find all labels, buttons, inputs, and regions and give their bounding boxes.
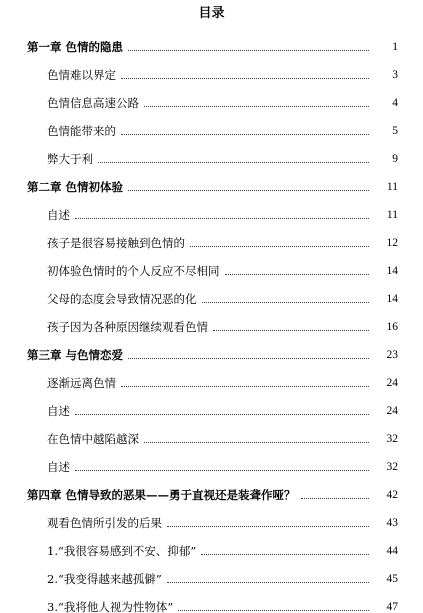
- toc-page-number: 14: [386, 265, 398, 277]
- dot-leader: [144, 442, 369, 443]
- dot-leader: [202, 302, 370, 303]
- toc-entry-text: 逐渐远离色情: [47, 376, 116, 390]
- toc-page-number: 23: [386, 349, 398, 361]
- toc-entry-text: 父母的态度会导致情况恶的化: [47, 292, 197, 306]
- toc-page-number: 16: [386, 321, 398, 333]
- toc-page-number: 11: [386, 209, 398, 221]
- toc-page-number: 3: [392, 69, 398, 81]
- toc-page-number: 1: [392, 41, 398, 53]
- toc-page-number: 42: [386, 489, 398, 501]
- dot-leader: [98, 162, 369, 163]
- toc-section-entry[interactable]: [0, 285, 423, 313]
- toc-page-number: 43: [386, 517, 398, 529]
- toc-section-entry[interactable]: [0, 425, 423, 453]
- toc-entry-text: 色情能带来的: [47, 124, 116, 138]
- toc-section-entry[interactable]: [0, 89, 423, 117]
- toc-page-number: 4: [392, 97, 398, 109]
- dot-leader: [167, 582, 369, 583]
- toc-section-entry[interactable]: [0, 565, 423, 593]
- toc-entry-text: 3.“我将他人视为性物体”: [47, 600, 174, 613]
- toc-page-number: 12: [386, 237, 398, 249]
- dot-leader: [75, 414, 369, 415]
- toc-entry-text: 色情难以界定: [47, 68, 116, 82]
- toc-page-number: 44: [386, 545, 398, 557]
- dot-leader: [178, 610, 369, 611]
- toc-chapter-entry[interactable]: [0, 33, 423, 61]
- toc-entry-text: 孩子是很容易接触到色情的: [47, 236, 185, 250]
- toc-section-entry[interactable]: [0, 229, 423, 257]
- toc-page-number: 24: [386, 377, 398, 389]
- toc-page-number: 32: [386, 433, 398, 445]
- toc-chapter-entry[interactable]: [0, 481, 423, 509]
- dot-leader: [190, 246, 369, 247]
- dot-leader: [121, 134, 369, 135]
- dot-leader: [121, 78, 369, 79]
- toc-section-entry[interactable]: [0, 537, 423, 565]
- toc-page-number: 47: [386, 601, 398, 613]
- toc-page-number: 11: [386, 181, 398, 193]
- toc-page-number: 24: [386, 405, 398, 417]
- toc-entry-text: 2.“我变得越来越孤僻”: [47, 572, 162, 586]
- dot-leader: [201, 554, 369, 555]
- toc-entry-text: 自述: [47, 208, 70, 222]
- toc-page-number: 45: [386, 573, 398, 585]
- dot-leader: [213, 330, 369, 331]
- toc-section-entry[interactable]: [0, 369, 423, 397]
- toc-entry-text: 初体验色情时的个人反应不尽相同: [47, 264, 220, 278]
- toc-section-entry[interactable]: [0, 117, 423, 145]
- dot-leader: [167, 526, 369, 527]
- dot-leader: [128, 358, 369, 359]
- toc-page-number: 9: [392, 153, 398, 165]
- toc-title: 目录: [198, 6, 225, 21]
- toc-page-number: 5: [392, 125, 398, 137]
- toc-section-entry[interactable]: [0, 61, 423, 89]
- toc-chapter-entry[interactable]: [0, 341, 423, 369]
- dot-leader: [144, 106, 369, 107]
- toc-entry-text: 孩子因为各种原因继续观看色情: [47, 320, 208, 334]
- toc-section-entry[interactable]: [0, 313, 423, 341]
- dot-leader: [225, 274, 370, 275]
- toc-section-entry[interactable]: [0, 145, 423, 173]
- toc-section-entry[interactable]: [0, 257, 423, 285]
- dot-leader: [301, 498, 369, 499]
- toc-section-entry[interactable]: [0, 201, 423, 229]
- dot-leader: [75, 218, 369, 219]
- dot-leader: [121, 386, 369, 387]
- toc-entry-text: 观看色情所引发的后果: [47, 516, 162, 530]
- toc-section-entry[interactable]: [0, 453, 423, 481]
- toc-page-number: 14: [386, 293, 398, 305]
- toc-chapter-entry[interactable]: [0, 173, 423, 201]
- toc-entry-text: 色情信息高速公路: [47, 96, 139, 110]
- toc-page-number: 32: [386, 461, 398, 473]
- dot-leader: [128, 50, 369, 51]
- dot-leader: [128, 190, 369, 191]
- toc-section-entry[interactable]: [0, 397, 423, 425]
- dot-leader: [75, 470, 369, 471]
- toc-entry-text: 1.“我很容易感到不安、抑郁”: [47, 544, 197, 558]
- toc-entry-text: 弊大于利: [47, 152, 93, 166]
- toc-section-entry[interactable]: [0, 509, 423, 537]
- toc-entry-text: 自述: [47, 404, 70, 418]
- toc-entry-text: 第一章 色情的隐患: [27, 40, 124, 54]
- table-of-contents: [0, 33, 423, 613]
- toc-entry-text: 第四章 色情导致的恶果——勇于直视还是装聋作哑？: [27, 488, 296, 502]
- toc-section-entry[interactable]: [0, 593, 423, 613]
- toc-entry-text: 在色情中越陷越深: [47, 432, 139, 446]
- toc-entry-text: 第三章 与色情恋爱: [27, 348, 124, 362]
- toc-entry-text: 第二章 色情初体验: [27, 180, 124, 194]
- toc-entry-text: 自述: [47, 460, 70, 474]
